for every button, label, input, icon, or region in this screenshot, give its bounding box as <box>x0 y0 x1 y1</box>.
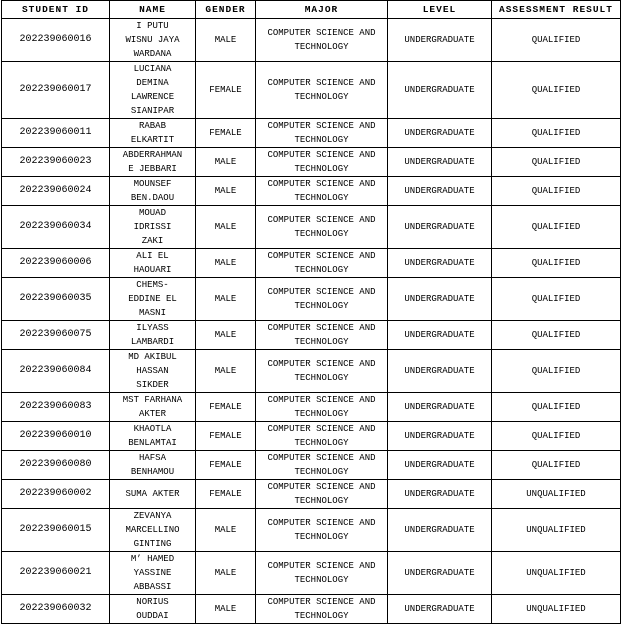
name-cell-line: MASNI <box>138 308 166 318</box>
major-cell-line: COMPUTER SCIENCE AND <box>267 561 376 571</box>
major-cell-line: TECHNOLOGY <box>294 92 349 102</box>
header-level: LEVEL <box>388 1 492 19</box>
name-cell <box>110 451 196 480</box>
student-id-cell: 202239060023 <box>2 148 110 177</box>
result-cell: QUALIFIED <box>492 350 621 393</box>
major-cell-line: TECHNOLOGY <box>294 409 349 419</box>
gender-cell: MALE <box>196 350 256 393</box>
name-cell-line: I PUTU <box>136 21 169 31</box>
student-id-cell: 202239060083 <box>2 393 110 422</box>
gender-cell: MALE <box>196 509 256 552</box>
major-cell <box>256 119 388 148</box>
major-cell <box>256 19 388 62</box>
name-cell-line: SIKDER <box>136 380 169 390</box>
result-cell: UNQUALIFIED <box>492 552 621 595</box>
name-cell-line: ELKARTIT <box>130 135 175 145</box>
major-cell <box>256 249 388 278</box>
header-major: MAJOR <box>256 1 388 19</box>
major-cell-line: COMPUTER SCIENCE AND <box>267 597 376 607</box>
major-cell-line: COMPUTER SCIENCE AND <box>267 482 376 492</box>
name-cell-line: SIANIPAR <box>130 106 175 116</box>
level-cell: UNDERGRADUATE <box>388 552 492 595</box>
gender-cell: MALE <box>196 278 256 321</box>
gender-cell: FEMALE <box>196 451 256 480</box>
gender-cell: FEMALE <box>196 62 256 119</box>
name-cell-line: ZAKI <box>141 236 164 246</box>
gender-cell: MALE <box>196 321 256 350</box>
result-cell: QUALIFIED <box>492 206 621 249</box>
name-cell-line: LAWRENCE <box>130 92 175 102</box>
table-row <box>2 177 621 206</box>
result-cell: QUALIFIED <box>492 119 621 148</box>
assessment-results-table <box>1 0 621 624</box>
name-cell <box>110 278 196 321</box>
major-cell <box>256 480 388 509</box>
level-cell: UNDERGRADUATE <box>388 422 492 451</box>
table-row <box>2 148 621 177</box>
name-cell-line: MST FARHANA <box>122 395 183 405</box>
name-cell-line: KHAOTLA <box>133 424 172 434</box>
gender-cell: MALE <box>196 595 256 624</box>
gender-cell: MALE <box>196 177 256 206</box>
name-cell <box>110 206 196 249</box>
gender-cell: MALE <box>196 552 256 595</box>
name-cell <box>110 119 196 148</box>
major-cell <box>256 451 388 480</box>
name-cell-line: M’ HAMED <box>130 554 175 564</box>
major-cell <box>256 552 388 595</box>
name-cell-line: MD AKIBUL <box>128 352 177 362</box>
major-cell-line: COMPUTER SCIENCE AND <box>267 251 376 261</box>
result-cell: QUALIFIED <box>492 177 621 206</box>
student-id-cell: 202239060016 <box>2 19 110 62</box>
table-body <box>2 19 621 624</box>
student-id-cell: 202239060035 <box>2 278 110 321</box>
major-cell <box>256 422 388 451</box>
name-cell-line: AKTER <box>138 409 166 419</box>
name-cell-line: ZEVANYA <box>133 511 172 521</box>
level-cell: UNDERGRADUATE <box>388 19 492 62</box>
result-cell: UNQUALIFIED <box>492 595 621 624</box>
name-cell <box>110 350 196 393</box>
name-cell <box>110 177 196 206</box>
name-cell-line: SUMA AKTER <box>125 489 180 499</box>
header-gender: GENDER <box>196 1 256 19</box>
name-cell-line: CHEMS- <box>136 280 169 290</box>
result-cell: QUALIFIED <box>492 148 621 177</box>
name-cell-line: RABAB <box>138 121 166 131</box>
name-cell-line: BENHAMOU <box>130 467 175 477</box>
name-cell-line: ABDERRAHMAN <box>122 150 183 160</box>
major-cell-line: TECHNOLOGY <box>294 265 349 275</box>
name-cell <box>110 62 196 119</box>
level-cell: UNDERGRADUATE <box>388 509 492 552</box>
major-cell <box>256 278 388 321</box>
level-cell: UNDERGRADUATE <box>388 62 492 119</box>
major-cell-line: TECHNOLOGY <box>294 575 349 585</box>
level-cell: UNDERGRADUATE <box>388 148 492 177</box>
table-row <box>2 595 621 624</box>
result-cell: UNQUALIFIED <box>492 509 621 552</box>
gender-cell: FEMALE <box>196 119 256 148</box>
name-cell <box>110 249 196 278</box>
major-cell-line: COMPUTER SCIENCE AND <box>267 179 376 189</box>
major-cell <box>256 206 388 249</box>
student-id-cell: 202239060017 <box>2 62 110 119</box>
student-id-cell: 202239060010 <box>2 422 110 451</box>
major-cell-line: COMPUTER SCIENCE AND <box>267 323 376 333</box>
major-cell <box>256 350 388 393</box>
name-cell-line: WARDANA <box>133 49 172 59</box>
major-cell-line: TECHNOLOGY <box>294 496 349 506</box>
level-cell: UNDERGRADUATE <box>388 278 492 321</box>
table-row <box>2 278 621 321</box>
table-row <box>2 480 621 509</box>
level-cell: UNDERGRADUATE <box>388 119 492 148</box>
level-cell: UNDERGRADUATE <box>388 393 492 422</box>
result-cell: QUALIFIED <box>492 422 621 451</box>
result-cell: QUALIFIED <box>492 62 621 119</box>
table-row <box>2 509 621 552</box>
name-cell-line: EDDINE EL <box>128 294 177 304</box>
major-cell-line: COMPUTER SCIENCE AND <box>267 453 376 463</box>
table-row <box>2 552 621 595</box>
level-cell: UNDERGRADUATE <box>388 177 492 206</box>
name-cell-line: ILYASS <box>136 323 169 333</box>
gender-cell: FEMALE <box>196 480 256 509</box>
header-row <box>2 1 621 19</box>
name-cell-line: OUDDAI <box>136 611 169 621</box>
major-cell-line: COMPUTER SCIENCE AND <box>267 78 376 88</box>
result-cell: QUALIFIED <box>492 19 621 62</box>
major-cell <box>256 321 388 350</box>
major-cell-line: TECHNOLOGY <box>294 532 349 542</box>
major-cell-line: TECHNOLOGY <box>294 373 349 383</box>
result-cell: QUALIFIED <box>492 278 621 321</box>
major-cell-line: TECHNOLOGY <box>294 467 349 477</box>
table-row <box>2 62 621 119</box>
header-assessment-result: ASSESSMENT RESULT <box>492 1 621 19</box>
level-cell: UNDERGRADUATE <box>388 321 492 350</box>
table-row <box>2 451 621 480</box>
level-cell: UNDERGRADUATE <box>388 206 492 249</box>
name-cell-line: DEMINA <box>136 78 169 88</box>
major-cell <box>256 595 388 624</box>
level-cell: UNDERGRADUATE <box>388 249 492 278</box>
student-id-cell: 202239060006 <box>2 249 110 278</box>
name-cell <box>110 321 196 350</box>
name-cell-line: LAMBARDI <box>130 337 175 347</box>
gender-cell: FEMALE <box>196 422 256 451</box>
major-cell-line: COMPUTER SCIENCE AND <box>267 424 376 434</box>
name-cell-line: ABBASSI <box>133 582 172 592</box>
table-row <box>2 206 621 249</box>
student-id-cell: 202239060015 <box>2 509 110 552</box>
major-cell-line: TECHNOLOGY <box>294 611 349 621</box>
name-cell-line: BEN.DAOU <box>130 193 175 203</box>
name-cell <box>110 19 196 62</box>
name-cell-line: ALI EL <box>136 251 169 261</box>
name-cell <box>110 509 196 552</box>
table-row <box>2 393 621 422</box>
major-cell-line: COMPUTER SCIENCE AND <box>267 150 376 160</box>
level-cell: UNDERGRADUATE <box>388 595 492 624</box>
header-student-id: STUDENT ID <box>2 1 110 19</box>
major-cell-line: COMPUTER SCIENCE AND <box>267 28 376 38</box>
name-cell <box>110 148 196 177</box>
student-id-cell: 202239060084 <box>2 350 110 393</box>
gender-cell: MALE <box>196 206 256 249</box>
name-cell <box>110 480 196 509</box>
name-cell-line: MARCELLINO <box>125 525 180 535</box>
name-cell <box>110 552 196 595</box>
major-cell-line: COMPUTER SCIENCE AND <box>267 359 376 369</box>
major-cell-line: COMPUTER SCIENCE AND <box>267 395 376 405</box>
result-cell: UNQUALIFIED <box>492 480 621 509</box>
gender-cell: MALE <box>196 19 256 62</box>
level-cell: UNDERGRADUATE <box>388 480 492 509</box>
major-cell-line: TECHNOLOGY <box>294 193 349 203</box>
name-cell-line: IDRISSI <box>133 222 172 232</box>
level-cell: UNDERGRADUATE <box>388 350 492 393</box>
major-cell <box>256 393 388 422</box>
major-cell-line: TECHNOLOGY <box>294 438 349 448</box>
name-cell-line: HAFSA <box>138 453 166 463</box>
major-cell-line: COMPUTER SCIENCE AND <box>267 215 376 225</box>
student-id-cell: 202239060034 <box>2 206 110 249</box>
major-cell <box>256 148 388 177</box>
major-cell-line: COMPUTER SCIENCE AND <box>267 518 376 528</box>
header-name: NAME <box>110 1 196 19</box>
table-row <box>2 422 621 451</box>
major-cell-line: TECHNOLOGY <box>294 301 349 311</box>
major-cell-line: TECHNOLOGY <box>294 164 349 174</box>
name-cell <box>110 393 196 422</box>
gender-cell: MALE <box>196 249 256 278</box>
major-cell-line: COMPUTER SCIENCE AND <box>267 287 376 297</box>
table-row <box>2 19 621 62</box>
major-cell-line: TECHNOLOGY <box>294 42 349 52</box>
name-cell-line: NORIUS <box>136 597 169 607</box>
name-cell-line: BENLAMTAI <box>128 438 177 448</box>
result-cell: QUALIFIED <box>492 321 621 350</box>
student-id-cell: 202239060011 <box>2 119 110 148</box>
major-cell <box>256 509 388 552</box>
name-cell-line: LUCIANA <box>133 64 172 74</box>
result-cell: QUALIFIED <box>492 393 621 422</box>
student-id-cell: 202239060075 <box>2 321 110 350</box>
major-cell-line: TECHNOLOGY <box>294 337 349 347</box>
name-cell <box>110 422 196 451</box>
name-cell-line: GINTING <box>133 539 172 549</box>
gender-cell: MALE <box>196 148 256 177</box>
name-cell-line: WISNU JAYA <box>125 35 180 45</box>
major-cell <box>256 62 388 119</box>
name-cell-line: MOUNSEF <box>133 179 172 189</box>
name-cell-line: E JEBBARI <box>128 164 177 174</box>
table-row <box>2 350 621 393</box>
major-cell-line: TECHNOLOGY <box>294 135 349 145</box>
major-cell-line: COMPUTER SCIENCE AND <box>267 121 376 131</box>
student-id-cell: 202239060080 <box>2 451 110 480</box>
student-id-cell: 202239060024 <box>2 177 110 206</box>
name-cell-line: MOUAD <box>138 208 166 218</box>
table-row <box>2 321 621 350</box>
major-cell-line: TECHNOLOGY <box>294 229 349 239</box>
name-cell-line: YASSINE <box>133 568 172 578</box>
name-cell-line: HASSAN <box>136 366 169 376</box>
table-row <box>2 119 621 148</box>
student-id-cell: 202239060002 <box>2 480 110 509</box>
major-cell <box>256 177 388 206</box>
student-id-cell: 202239060021 <box>2 552 110 595</box>
student-id-cell: 202239060032 <box>2 595 110 624</box>
result-cell: QUALIFIED <box>492 249 621 278</box>
name-cell <box>110 595 196 624</box>
table-row <box>2 249 621 278</box>
level-cell: UNDERGRADUATE <box>388 451 492 480</box>
gender-cell: FEMALE <box>196 393 256 422</box>
result-cell: QUALIFIED <box>492 451 621 480</box>
name-cell-line: HAOUARI <box>133 265 172 275</box>
